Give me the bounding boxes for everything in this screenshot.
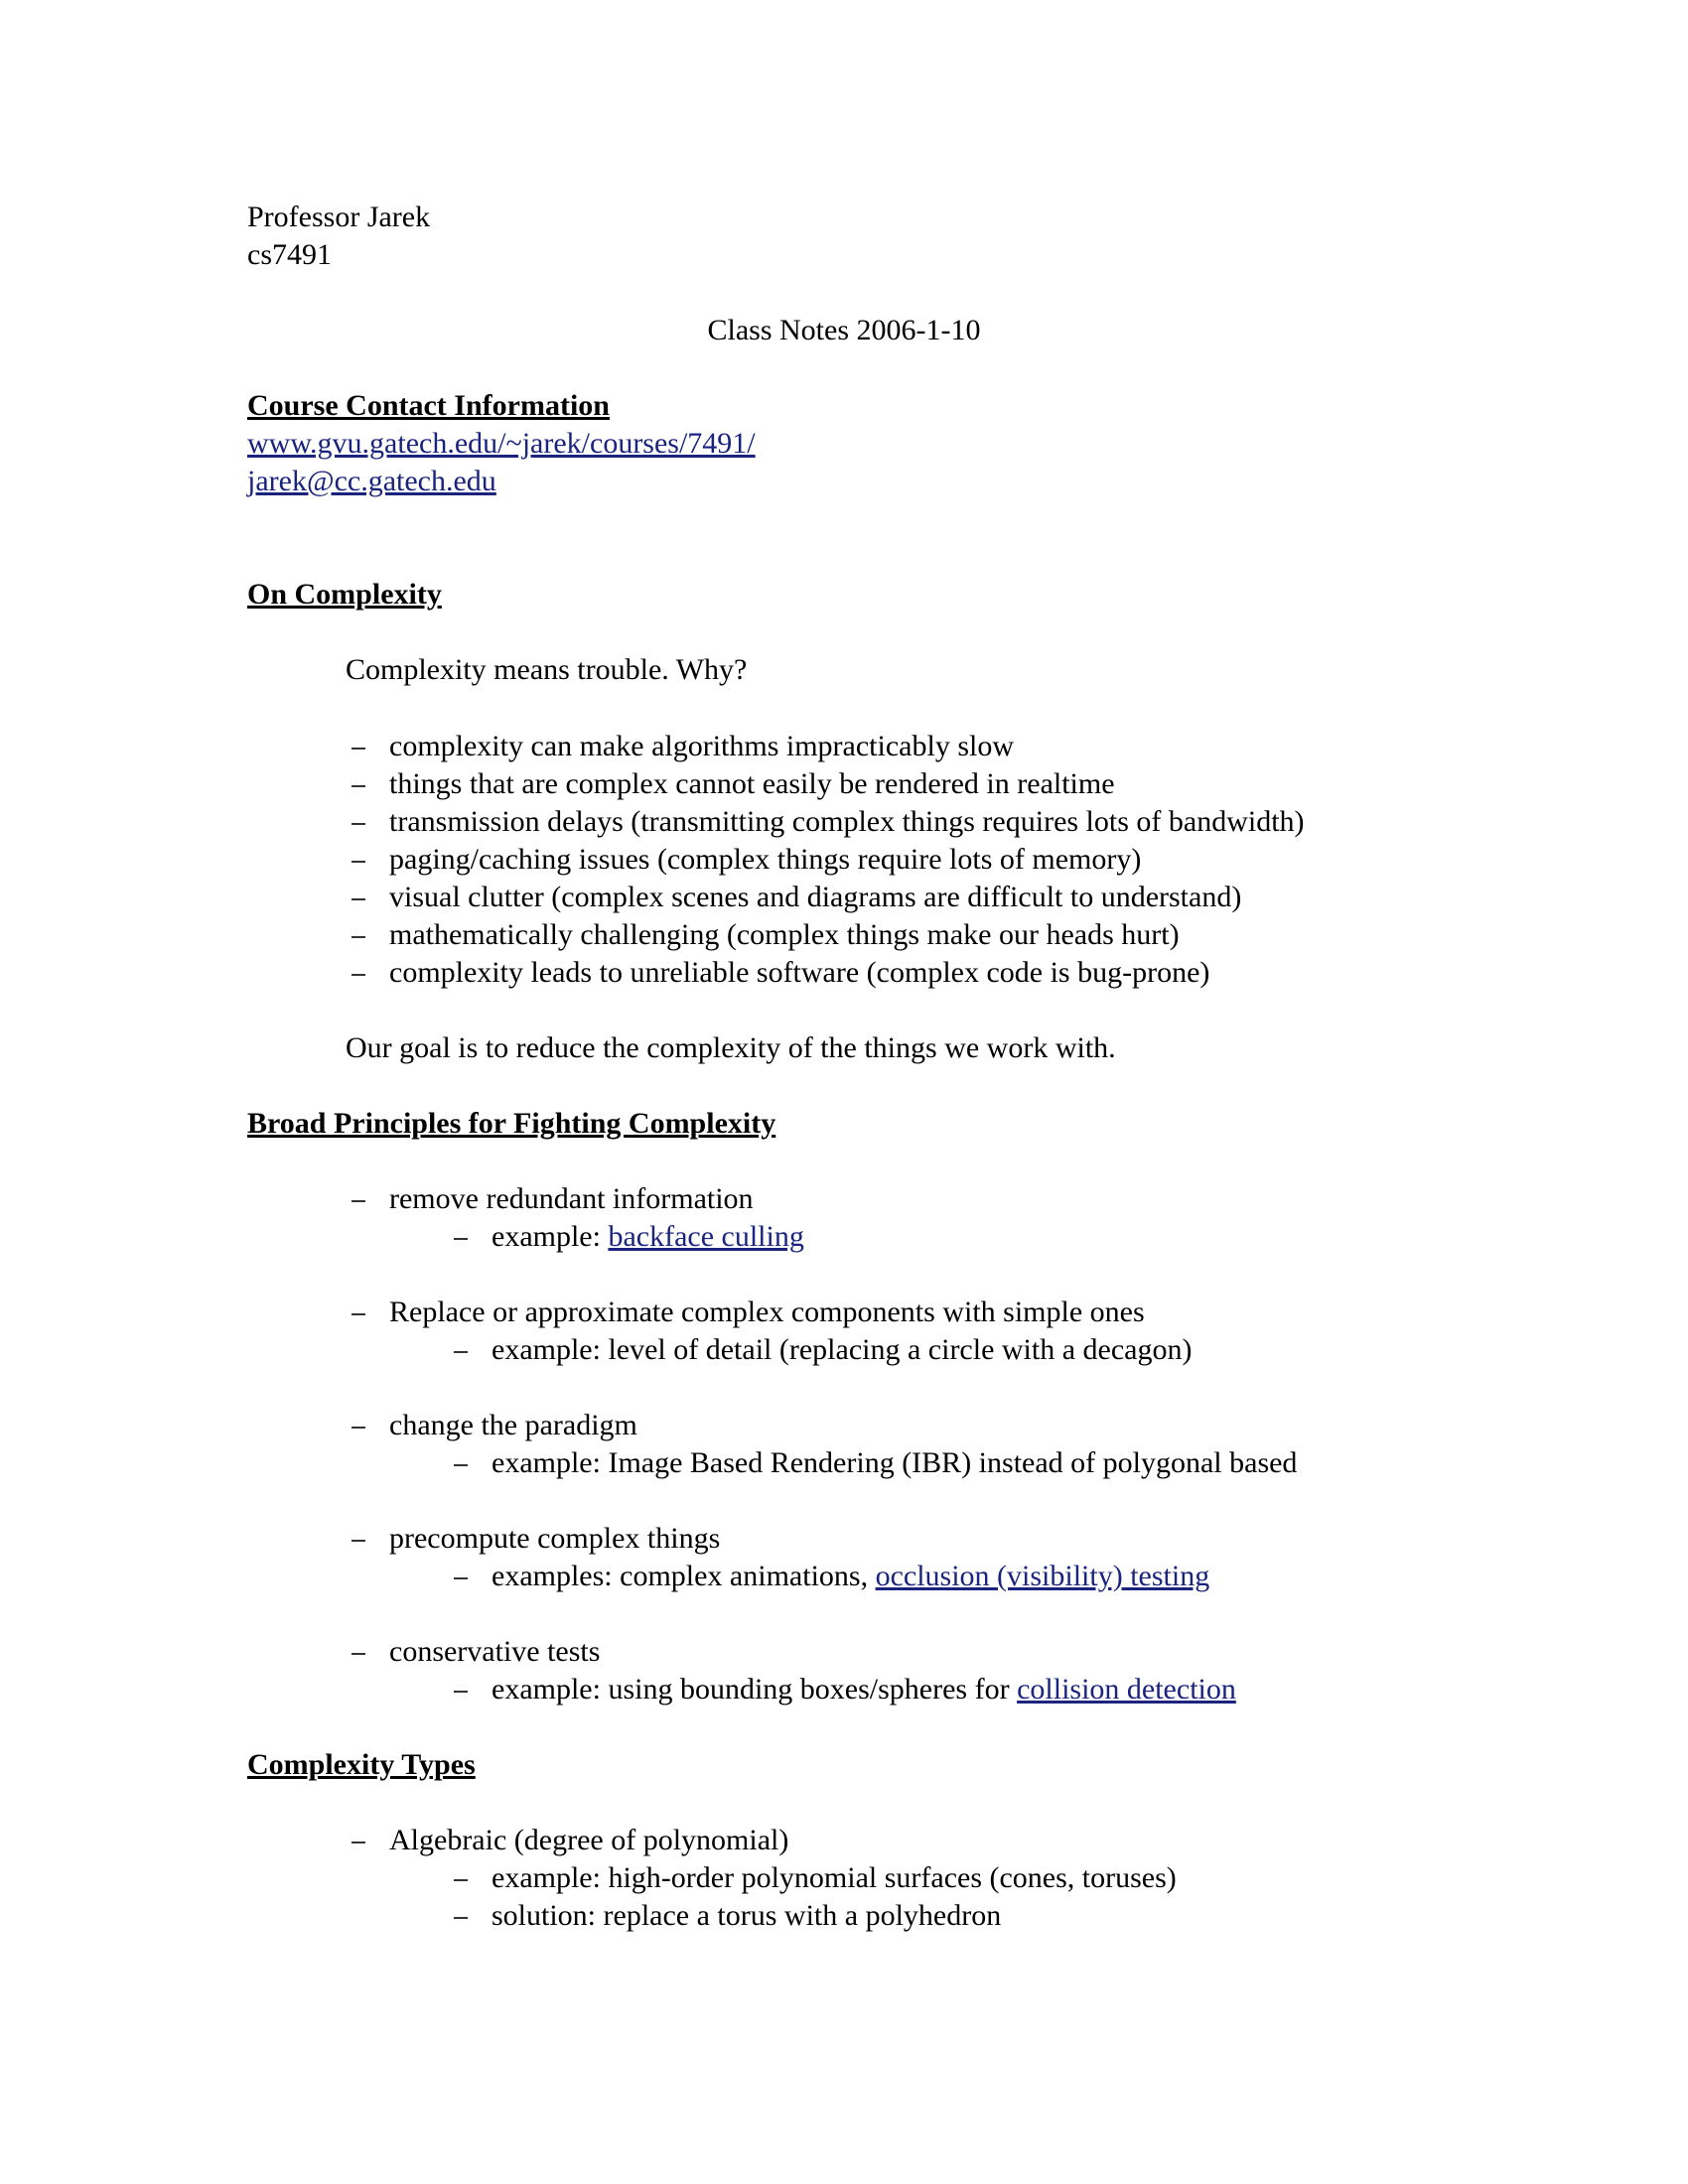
dash-bullet [352,1540,365,1542]
reason-item: transmission delays (transmitting complex things requires lots of bandwidth) [389,805,1305,838]
page-title: Class Notes 2006-1-10 [707,314,981,346]
backface-culling-link[interactable]: backface culling [608,1220,804,1253]
author-name: Professor Jarek [247,201,431,233]
dash-bullet [352,974,365,976]
type-solution: solution: replace a torus with a polyhedron [492,1899,1002,1932]
complexity-intro: Complexity means trouble. Why? [346,653,748,686]
example-prefix: example: using bounding boxes/spheres for [492,1673,1018,1706]
reason-item: paging/caching issues (complex things require lots of memory) [389,843,1142,876]
collision-detection-link[interactable]: collision detection [1017,1673,1236,1706]
dash-bullet [352,898,365,900]
dash-bullet [352,748,365,750]
principle-example: example: Image Based Rendering (IBR) instead of polygonal based [492,1446,1298,1479]
dash-bullet [352,1427,365,1429]
example-prefix: examples: complex animations, [492,1560,876,1592]
dash-bullet [352,936,365,938]
dash-bullet [454,1917,468,1919]
principle-example: example: level of detail (replacing a circle with a decagon) [492,1333,1193,1366]
occlusion-testing-link[interactable]: occlusion (visibility) testing [875,1560,1210,1592]
reason-item: things that are complex cannot easily be rendered in realtime [389,767,1115,800]
dash-bullet [352,785,365,787]
dash-bullet [454,1691,468,1693]
principle-item: Replace or approximate complex components with simple ones [389,1296,1145,1328]
principles-heading: Broad Principles for Fighting Complexity [247,1107,776,1140]
reason-item: complexity can make algorithms impracticably slow [389,730,1014,762]
types-heading: Complexity Types [247,1748,476,1781]
principle-example [492,1218,804,1256]
principle-item: change the paradigm [389,1409,637,1441]
dash-bullet [454,1238,468,1240]
contact-heading: Course Contact Information [247,389,610,422]
reason-item: mathematically challenging (complex things make our heads hurt) [389,918,1180,951]
complexity-heading: On Complexity [247,578,442,611]
type-item: Algebraic (degree of polynomial) [389,1824,789,1856]
dash-bullet [352,1313,365,1315]
dash-bullet [352,1842,365,1843]
complexity-goal: Our goal is to reduce the complexity of the things we work with. [346,1031,1116,1064]
dash-bullet [454,1464,468,1466]
reason-item: complexity leads to unreliable software (complex code is bug-prone) [389,956,1210,989]
principle-example [492,1558,1209,1595]
principle-item: conservative tests [389,1635,601,1668]
dash-bullet [352,1653,365,1655]
dash-bullet [454,1879,468,1881]
email-link[interactable]: jarek@cc.gatech.edu [247,465,496,497]
principle-item: precompute complex things [389,1522,721,1555]
principle-example [492,1671,1236,1708]
dash-bullet [352,823,365,825]
course-website-link[interactable]: www.gvu.gatech.edu/~jarek/courses/7491/ [247,427,756,460]
course-code: cs7491 [247,238,332,271]
reason-item: visual clutter (complex scenes and diagrams are difficult to understand) [389,881,1242,913]
dash-bullet [454,1577,468,1579]
principle-item: remove redundant information [389,1182,754,1215]
dash-bullet [352,861,365,863]
dash-bullet [454,1351,468,1353]
example-prefix: example: [492,1220,609,1253]
dash-bullet [352,1200,365,1202]
type-example: example: high-order polynomial surfaces (cones, toruses) [492,1861,1177,1894]
